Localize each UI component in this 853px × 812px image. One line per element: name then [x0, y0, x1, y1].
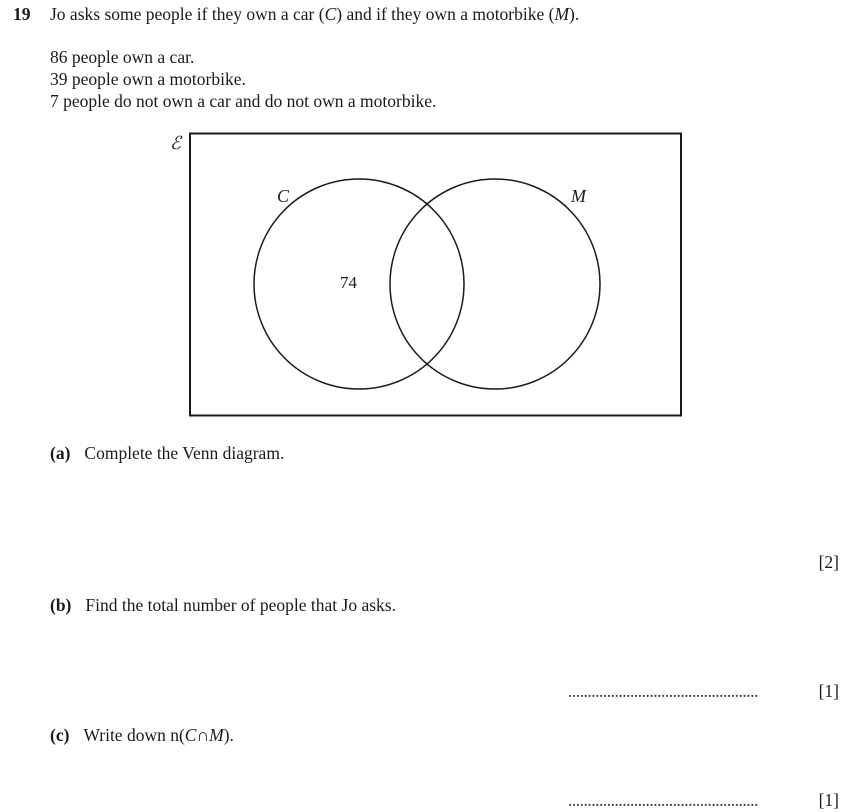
part-c-text [83, 725, 233, 745]
part-c-answer-row [568, 790, 839, 811]
part-b-answer-row [568, 681, 839, 702]
part-b-text: Find the total number of people that Jo asks. [85, 595, 396, 615]
stem-set-m: M [554, 4, 570, 24]
part-c-label: (c) [50, 725, 70, 745]
part-c [50, 725, 234, 746]
stem-text-1: Jo asks some people if they own a car ( [50, 4, 325, 24]
stem-text-3: ). [569, 4, 580, 24]
part-a [50, 443, 284, 464]
part-c-answer-line[interactable]: ................................................. [568, 790, 758, 810]
part-a-label: (a) [50, 443, 71, 463]
universal-set-box [190, 134, 681, 416]
set-c-label: C [277, 186, 290, 206]
stem-set-c: C [324, 4, 337, 24]
part-b [50, 595, 396, 616]
set-m-label: M [571, 186, 586, 206]
part-b-marks: [1] [818, 681, 839, 701]
region-c-only-value: 74 [340, 273, 357, 292]
stem-text-2: ) and if they own a motorbike ( [336, 4, 555, 24]
question-number: 19 [13, 4, 31, 24]
fact-car-owners: 86 people own a car. [50, 47, 195, 67]
part-c-text-after: ). [223, 725, 234, 745]
part-b-answer-line[interactable]: ................................................. [568, 681, 758, 701]
set-c-circle [254, 179, 464, 389]
part-c-marks: [1] [818, 790, 839, 810]
part-a-text: Complete the Venn diagram. [84, 443, 285, 463]
intersection-symbol: ∩ [196, 725, 210, 745]
part-c-text-before: Write down n( [83, 725, 185, 745]
fact-motorbike-owners: 39 people own a motorbike. [50, 69, 246, 89]
part-c-set-c: C [184, 725, 197, 745]
fact-neither: 7 people do not own a car and do not own a motorbike. [50, 91, 437, 111]
part-a-marks: [2] [818, 552, 839, 572]
part-b-label: (b) [50, 595, 72, 615]
part-c-set-m: M [209, 725, 224, 745]
set-m-circle [390, 179, 600, 389]
universal-set-symbol: ℰ [170, 133, 181, 153]
